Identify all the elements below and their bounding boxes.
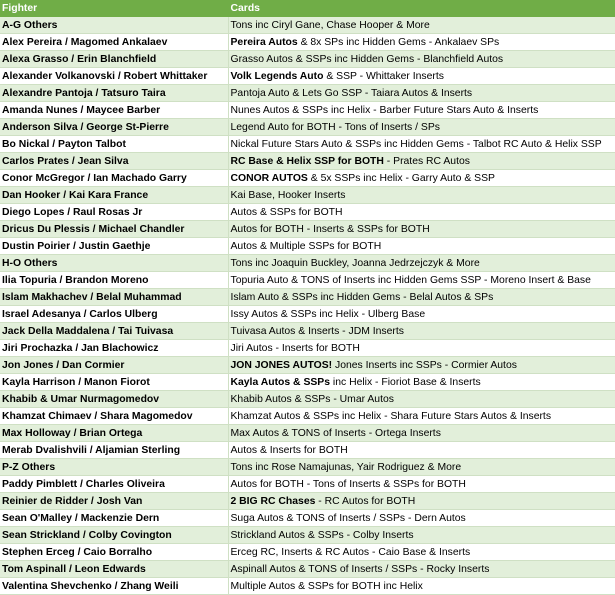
table-row — [0, 323, 615, 340]
fighter-cell[interactable]: Dustin Poirier / Justin Gaethje — [0, 238, 228, 255]
fighter-cell[interactable]: Alex Pereira / Magomed Ankalaev — [0, 34, 228, 51]
cards-text: Autos & Inserts for BOTH — [230, 444, 348, 456]
table-row — [0, 221, 615, 238]
cards-cell[interactable] — [228, 323, 615, 340]
cards-highlight: Volk Legends Auto — [230, 70, 324, 82]
table-row — [0, 153, 615, 170]
table-row — [0, 459, 615, 476]
cards-highlight: CONOR AUTOS — [230, 172, 308, 184]
cards-cell[interactable] — [228, 51, 615, 68]
cards-text: - RC Autos for BOTH — [315, 495, 416, 507]
table-row — [0, 391, 615, 408]
fighter-cell[interactable]: Sean Strickland / Colby Covington — [0, 527, 228, 544]
fighter-cell[interactable]: Merab Dvalishvili / Aljamian Sterling — [0, 442, 228, 459]
fighter-cell[interactable]: Alexandre Pantoja / Tatsuro Taira — [0, 85, 228, 102]
table-row — [0, 425, 615, 442]
cards-highlight: JON JONES AUTOS! — [230, 359, 333, 371]
fighter-cell[interactable]: Dricus Du Plessis / Michael Chandler — [0, 221, 228, 238]
cards-cell[interactable] — [228, 119, 615, 136]
fighter-cell[interactable]: Max Holloway / Brian Ortega — [0, 425, 228, 442]
cards-cell[interactable] — [228, 408, 615, 425]
cards-text: Erceg RC, Inserts & RC Autos - Caio Base & Inserts — [230, 546, 471, 558]
cards-text: Jiri Autos - Inserts for BOTH — [230, 342, 360, 354]
cards-cell[interactable] — [228, 187, 615, 204]
fighter-cell[interactable]: Reinier de Ridder / Josh Van — [0, 493, 228, 510]
cards-text: Issy Autos & SSPs inc Helix - Ulberg Base — [230, 308, 426, 320]
cards-cell[interactable] — [228, 306, 615, 323]
cards-text: Tons inc Ciryl Gane, Chase Hooper & More — [230, 19, 430, 31]
table-row — [0, 34, 615, 51]
fighter-cell[interactable]: Kayla Harrison / Manon Fiorot — [0, 374, 228, 391]
cards-cell[interactable] — [228, 34, 615, 51]
fighter-cell[interactable]: Paddy Pimblett / Charles Oliveira — [0, 476, 228, 493]
fighter-cell[interactable]: P-Z Others — [0, 459, 228, 476]
cards-cell[interactable] — [228, 221, 615, 238]
cards-text: Nunes Autos & SSPs inc Helix - Barber Future Stars Auto & Inserts — [230, 104, 539, 116]
cards-text: Nickal Future Stars Auto & SSPs inc Hidden Gems - Talbot RC Auto & Helix SSP — [230, 138, 602, 150]
fighter-cell[interactable]: Alexa Grasso / Erin Blanchfield — [0, 51, 228, 68]
fighter-cell[interactable]: Khamzat Chimaev / Shara Magomedov — [0, 408, 228, 425]
fighter-cell[interactable]: H-O Others — [0, 255, 228, 272]
fighter-cell[interactable]: Conor McGregor / Ian Machado Garry — [0, 170, 228, 187]
fighter-cell[interactable]: Valentina Shevchenko / Zhang Weili — [0, 578, 228, 595]
fighter-cell[interactable]: Jiri Prochazka / Jan Blachowicz — [0, 340, 228, 357]
table-row — [0, 238, 615, 255]
cards-cell[interactable] — [228, 289, 615, 306]
cards-cell[interactable] — [228, 544, 615, 561]
cards-cell[interactable] — [228, 561, 615, 578]
fighter-cell[interactable]: Carlos Prates / Jean Silva — [0, 153, 228, 170]
cards-cell[interactable] — [228, 459, 615, 476]
cards-cell[interactable] — [228, 17, 615, 34]
cards-cell[interactable] — [228, 238, 615, 255]
cards-highlight: RC Base & Helix SSP for BOTH — [230, 155, 384, 167]
cards-text: Kai Base, Hooker Inserts — [230, 189, 346, 201]
cards-text: Grasso Autos & SSPs inc Hidden Gems - Blanchfield Autos — [230, 53, 504, 65]
table-row — [0, 136, 615, 153]
cards-text: Aspinall Autos & TONS of Inserts / SSPs - Rocky Inserts — [230, 563, 490, 575]
cards-text: Multiple Autos & SSPs for BOTH inc Helix — [230, 580, 423, 592]
table-row — [0, 476, 615, 493]
cards-cell[interactable] — [228, 374, 615, 391]
cards-cell[interactable] — [228, 153, 615, 170]
cards-text: & 5x SSPs inc Helix - Garry Auto & SSP — [307, 172, 495, 184]
cards-text: Autos & Multiple SSPs for BOTH — [230, 240, 382, 252]
table-row — [0, 408, 615, 425]
table-row — [0, 493, 615, 510]
fighter-cell[interactable]: Israel Adesanya / Carlos Ulberg — [0, 306, 228, 323]
cards-text: & 8x SPs inc Hidden Gems - Ankalaev SPs — [297, 36, 500, 48]
cards-cell[interactable] — [228, 391, 615, 408]
cards-text: Autos for BOTH - Inserts & SSPs for BOTH — [230, 223, 430, 235]
table-row — [0, 119, 615, 136]
cards-text: & SSP - Whittaker Inserts — [323, 70, 444, 82]
table-row — [0, 187, 615, 204]
fighter-cell[interactable]: Bo Nickal / Payton Talbot — [0, 136, 228, 153]
table-row — [0, 255, 615, 272]
table-row — [0, 527, 615, 544]
cards-highlight: Kayla Autos & SSPs — [230, 376, 331, 388]
cards-highlight: Pereira Autos — [230, 36, 298, 48]
table-row — [0, 340, 615, 357]
cards-text: - Prates RC Autos — [383, 155, 470, 167]
fighter-cell[interactable]: Diego Lopes / Raul Rosas Jr — [0, 204, 228, 221]
fighter-cell[interactable]: Tom Aspinall / Leon Edwards — [0, 561, 228, 578]
fighter-cell[interactable]: Stephen Erceg / Caio Borralho — [0, 544, 228, 561]
cards-cell[interactable] — [228, 357, 615, 374]
cards-text: Topuria Auto & TONS of Inserts inc Hidden Gems SSP - Moreno Insert & Base — [230, 274, 591, 286]
header-row — [0, 0, 615, 17]
cards-cell[interactable] — [228, 85, 615, 102]
table-row — [0, 578, 615, 595]
cards-cell[interactable] — [228, 425, 615, 442]
table-row — [0, 204, 615, 221]
table-row — [0, 102, 615, 119]
column-header-fighter[interactable]: Fighter — [0, 0, 228, 17]
table-row — [0, 17, 615, 34]
cards-text: Autos & SSPs for BOTH — [230, 206, 343, 218]
fighter-cell[interactable]: Islam Makhachev / Belal Muhammad — [0, 289, 228, 306]
fighter-cell[interactable]: Dan Hooker / Kai Kara France — [0, 187, 228, 204]
cards-cell[interactable] — [228, 68, 615, 85]
column-header-cards[interactable]: Cards — [228, 0, 615, 17]
cards-text: inc Helix - Fioriot Base & Inserts — [330, 376, 481, 388]
cards-text: Suga Autos & TONS of Inserts / SSPs - Dern Autos — [230, 512, 466, 524]
table-row — [0, 85, 615, 102]
cards-cell[interactable] — [228, 102, 615, 119]
fighter-cell[interactable]: Alexander Volkanovski / Robert Whittaker — [0, 68, 228, 85]
fighter-cell[interactable]: Ilia Topuria / Brandon Moreno — [0, 272, 228, 289]
cards-text: Khamzat Autos & SSPs inc Helix - Shara Future Stars Autos & Inserts — [230, 410, 552, 422]
cards-text: Khabib Autos & SSPs - Umar Autos — [230, 393, 394, 405]
table-row — [0, 357, 615, 374]
cards-text: Jones Inserts inc SSPs - Cormier Autos — [332, 359, 517, 371]
cards-cell[interactable] — [228, 170, 615, 187]
table-row — [0, 544, 615, 561]
table-row — [0, 68, 615, 85]
table-row — [0, 561, 615, 578]
fighter-cell[interactable]: Khabib & Umar Nurmagomedov — [0, 391, 228, 408]
table-row — [0, 442, 615, 459]
table-row — [0, 272, 615, 289]
cards-cell[interactable] — [228, 442, 615, 459]
cards-cell[interactable] — [228, 255, 615, 272]
cards-text: Islam Auto & SSPs inc Hidden Gems - Belal Autos & SPs — [230, 291, 494, 303]
cards-text: Pantoja Auto & Lets Go SSP - Taiara Autos & Inserts — [230, 87, 473, 99]
cards-cell[interactable] — [228, 340, 615, 357]
cards-cell[interactable] — [228, 510, 615, 527]
cards-highlight: 2 BIG RC Chases — [230, 495, 316, 507]
fighter-cell[interactable]: A-G Others — [0, 17, 228, 34]
cards-cell[interactable] — [228, 204, 615, 221]
cards-text: Tuivasa Autos & Inserts - JDM Inserts — [230, 325, 404, 337]
cards-text: Tons inc Rose Namajunas, Yair Rodriguez & More — [230, 461, 462, 473]
cards-text: Autos for BOTH - Tons of Inserts & SSPs for BOTH — [230, 478, 466, 490]
table-row — [0, 374, 615, 391]
fighter-cell[interactable]: Sean O'Malley / Mackenzie Dern — [0, 510, 228, 527]
fighter-cell[interactable]: Amanda Nunes / Maycee Barber — [0, 102, 228, 119]
table-row — [0, 51, 615, 68]
cards-text: Max Autos & TONS of Inserts - Ortega Inserts — [230, 427, 441, 439]
cards-cell[interactable] — [228, 493, 615, 510]
cards-cell[interactable] — [228, 527, 615, 544]
cards-text: Legend Auto for BOTH - Tons of Inserts / SPs — [230, 121, 440, 133]
cards-text: Strickland Autos & SSPs - Colby Inserts — [230, 529, 414, 541]
cards-cell[interactable] — [228, 476, 615, 493]
table-row — [0, 170, 615, 187]
cards-cell[interactable] — [228, 272, 615, 289]
cards-text: Tons inc Joaquin Buckley, Joanna Jedrzejczyk & More — [230, 257, 480, 269]
fighter-cell[interactable]: Jack Della Maddalena / Tai Tuivasa — [0, 323, 228, 340]
fighter-cell[interactable]: Jon Jones / Dan Cormier — [0, 357, 228, 374]
fighter-cell[interactable]: Anderson Silva / George St-Pierre — [0, 119, 228, 136]
table-row — [0, 306, 615, 323]
table-row — [0, 510, 615, 527]
cards-cell[interactable] — [228, 136, 615, 153]
table-row — [0, 289, 615, 306]
cards-cell[interactable] — [228, 578, 615, 595]
